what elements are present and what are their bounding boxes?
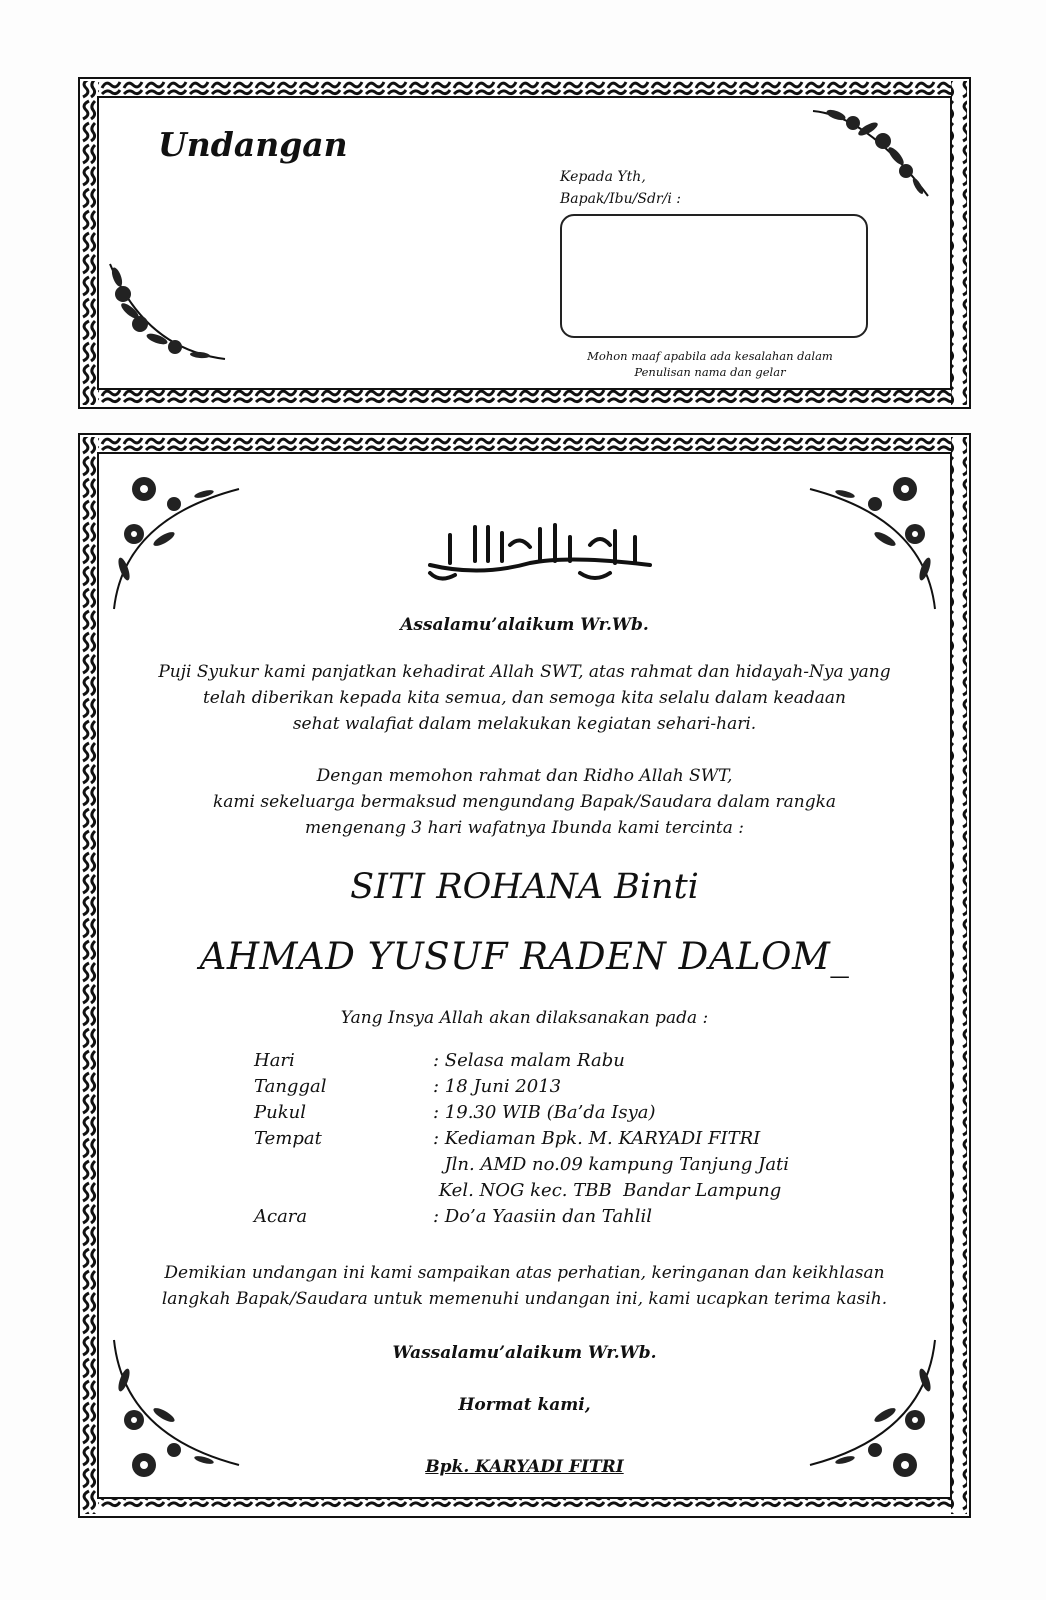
detail-value-date: : 18 Juni 2013 (433, 1076, 562, 1097)
invitation-letter (78, 433, 971, 1518)
paragraph-line: kami sekeluarga bermaksud mengundang Bapak/Saudara dalam rangka (212, 792, 837, 812)
floral-corner-icon (805, 459, 945, 619)
recipient-salutation: Bapak/Ibu/Sdr/i : (560, 191, 681, 207)
detail-value-district: Kel. NOG kec. TBB Bandar Lampung (433, 1180, 782, 1201)
floral-corner-icon (105, 259, 230, 369)
paragraph-line: langkah Bapak/Saudara untuk memenuhi undangan ini, kami ucapkan terima kasih. (161, 1289, 888, 1309)
detail-value-event: : Do’a Yaasiin dan Tahlil (433, 1206, 653, 1227)
signature-name: Bpk. KARYADI FITRI (425, 1457, 624, 1477)
deceased-father-name: AHMAD YUSUF RADEN DALOM_ (199, 935, 850, 978)
detail-label-event: Acara (254, 1206, 308, 1227)
paragraph-line: mengenang 3 hari wafatnya Ibunda kami tercinta : (304, 818, 745, 838)
paragraph-line: sehat walafiat dalam melakukan kegiatan sehari-hari. (292, 714, 757, 734)
detail-label-time: Pukul (254, 1102, 306, 1123)
detail-label-day: Hari (254, 1050, 295, 1071)
detail-label-place: Tempat (254, 1128, 322, 1149)
bismillah-calligraphy-icon (420, 515, 660, 585)
envelope-card (78, 77, 971, 409)
paragraph-line: telah diberikan kepada kita semua, dan semoga kita selalu dalam keadaan (202, 688, 847, 708)
floral-corner-icon (104, 459, 244, 619)
deceased-name: SITI ROHANA Binti (350, 867, 699, 907)
detail-label-date: Tanggal (254, 1076, 327, 1097)
envelope-title: Undangan (158, 125, 348, 164)
apology-note-line2: Penulisan nama dan gelar (634, 365, 786, 379)
detail-value-place: : Kediaman Bpk. M. KARYADI FITRI (433, 1128, 761, 1149)
recipient-name-box (560, 214, 868, 338)
detail-value-time: : 19.30 WIB (Ba’da Isya) (433, 1102, 656, 1123)
opening-greeting: Assalamu’alaikum Wr.Wb. (400, 615, 649, 635)
regards: Hormat kami, (458, 1395, 591, 1415)
recipient-label: Kepada Yth, (560, 169, 646, 185)
detail-value-day: : Selasa malam Rabu (433, 1050, 625, 1071)
paragraph-line: Dengan memohon rahmat dan Ridho Allah SWT, (316, 766, 733, 786)
paragraph-closing (100, 1260, 949, 1312)
event-intro: Yang Insya Allah akan dilaksanakan pada : (340, 1008, 709, 1028)
paragraph-line: Demikian undangan ini kami sampaikan atas perhatian, keringanan dan keikhlasan (164, 1263, 885, 1283)
detail-value-address: Jln. AMD no.09 kampung Tanjung Jati (433, 1154, 790, 1175)
apology-note-line1: Mohon maaf apabila ada kesalahan dalam (587, 349, 833, 363)
closing-greeting: Wassalamu’alaikum Wr.Wb. (392, 1343, 657, 1363)
paragraph-gratitude (100, 659, 949, 737)
floral-corner-icon (808, 101, 933, 201)
paragraph-invitation (100, 763, 949, 841)
paragraph-line: Puji Syukur kami panjatkan kehadirat Allah SWT, atas rahmat dan hidayah-Nya yang (158, 662, 891, 682)
